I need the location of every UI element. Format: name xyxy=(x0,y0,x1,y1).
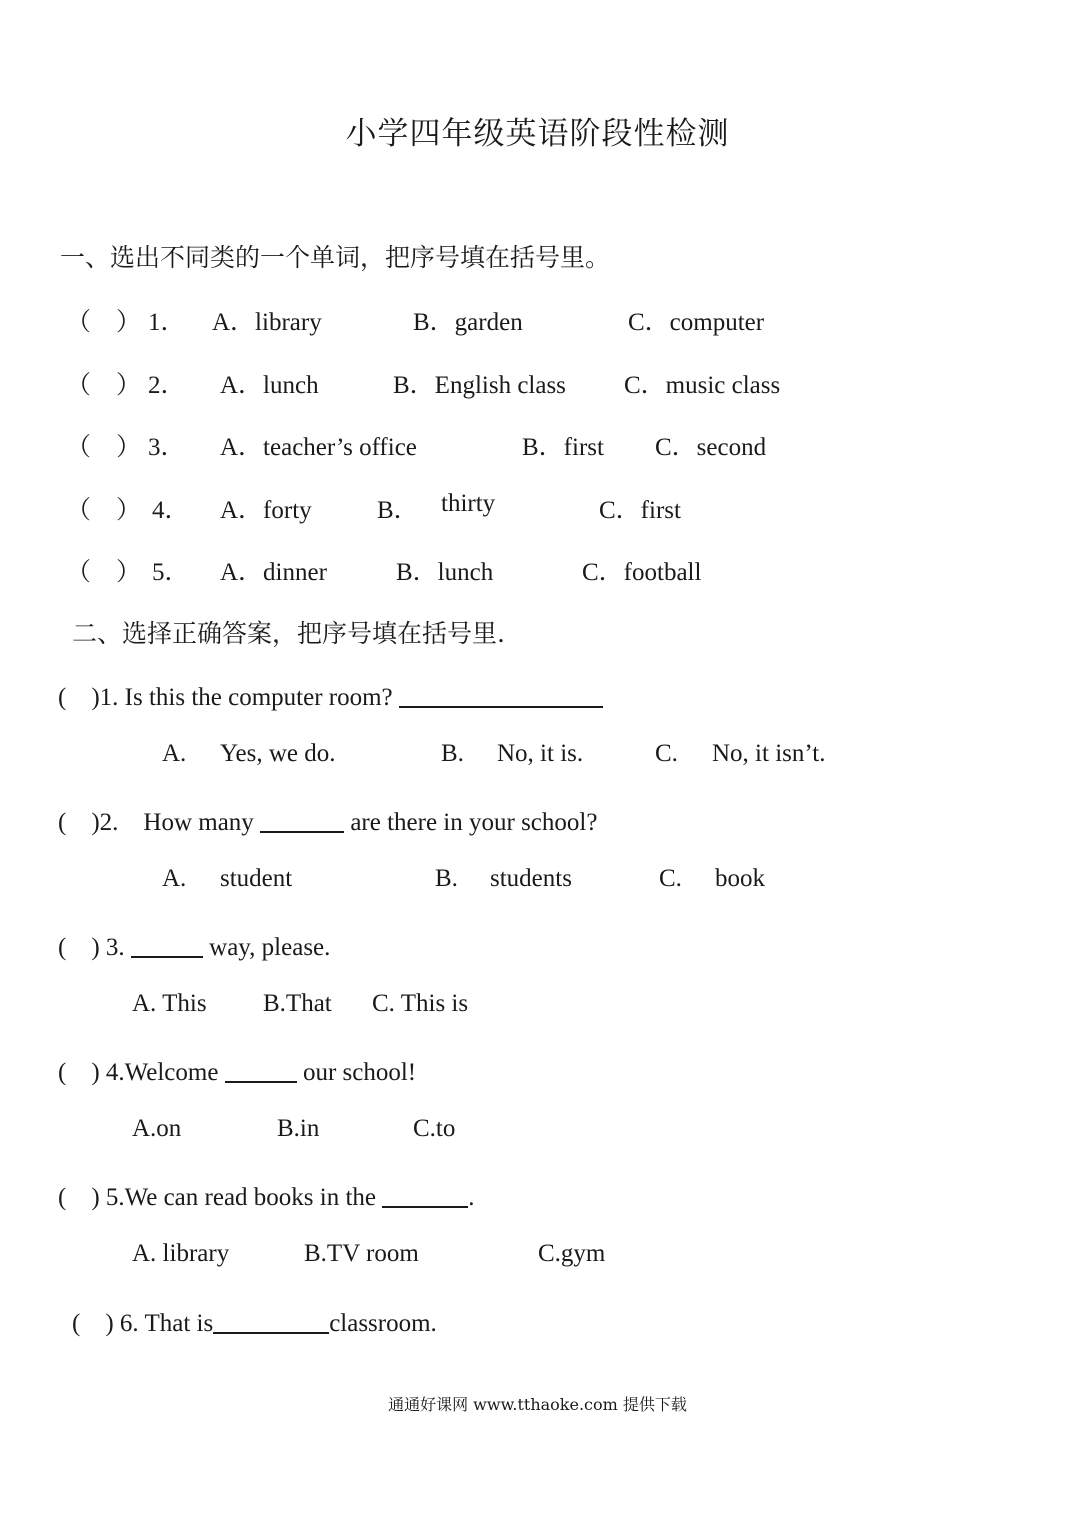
answer-blank xyxy=(382,1181,468,1208)
option-a: A. library xyxy=(132,1240,230,1267)
option-b-text: No, it is. xyxy=(497,740,584,767)
page-title: 小学四年级英语阶段性检测 xyxy=(345,116,730,152)
stem-text-before: ( ) 4.Welcome xyxy=(58,1059,225,1086)
option-b: B．English class xyxy=(393,372,566,399)
answer-blank xyxy=(225,1056,297,1083)
stem-text-after: . xyxy=(468,1184,475,1211)
option-a: A．dinner xyxy=(220,559,327,586)
option-b-letter: B. xyxy=(441,740,464,767)
option-c: C．first xyxy=(599,497,681,524)
part1-heading: 一、选出不同类的一个单词，把序号填在括号里。 xyxy=(60,243,611,272)
option-b: B． xyxy=(377,497,419,524)
option-c-letter: C. xyxy=(655,740,678,767)
page-footer: 通通好课网 www.tthaoke.com 提供下载 xyxy=(388,1395,687,1414)
option-c: C．music class xyxy=(624,372,781,399)
question-stem xyxy=(58,677,603,713)
option-c: C．football xyxy=(582,559,702,586)
stem-text: ( )1. Is this the computer room? xyxy=(58,684,399,711)
option-b-text: thirty xyxy=(441,490,496,517)
stem-text-before: ( )2. How many xyxy=(58,809,261,836)
answer-paren: （ ） xyxy=(66,434,142,461)
option-c-text: book xyxy=(715,865,765,892)
option-c: C.to xyxy=(413,1115,456,1142)
stem-text-after: way, please. xyxy=(202,934,331,961)
option-a: A．forty xyxy=(220,497,312,524)
option-b: B．first xyxy=(522,434,604,461)
option-a: A.on xyxy=(132,1115,182,1142)
answer-paren: （ ） xyxy=(66,309,142,336)
question-stem xyxy=(72,1303,437,1339)
answer-paren: （ ） xyxy=(66,559,142,586)
question-stem xyxy=(58,1177,475,1213)
option-a: A．lunch xyxy=(220,372,319,399)
option-a: A. This xyxy=(132,990,207,1017)
option-b: B.That xyxy=(263,990,332,1017)
item-number: 3． xyxy=(148,434,186,461)
answer-blank xyxy=(131,931,203,958)
stem-text-after: classroom. xyxy=(329,1310,437,1337)
answer-paren: （ ） xyxy=(66,372,142,399)
option-b: B．garden xyxy=(413,309,523,336)
question-stem xyxy=(58,802,597,838)
item-number: 5． xyxy=(152,559,190,586)
part2-heading: 二、选择正确答案，把序号填在括号里. xyxy=(72,619,505,648)
stem-text-after: our school! xyxy=(296,1059,417,1086)
item-number: 4． xyxy=(152,497,190,524)
answer-blank xyxy=(213,1307,329,1334)
option-b: B.TV room xyxy=(304,1240,419,1267)
option-c: C．second xyxy=(655,434,767,461)
option-a-text: student xyxy=(220,865,293,892)
stem-text-before: ( ) 3. xyxy=(58,934,131,961)
option-b: B．lunch xyxy=(396,559,494,586)
option-c-letter: C. xyxy=(659,865,682,892)
option-a: A．teacher’s office xyxy=(220,434,417,461)
option-c-text: No, it isn’t. xyxy=(712,740,826,767)
option-b-text: students xyxy=(490,865,572,892)
stem-text-before: ( ) 5.We can read books in the xyxy=(58,1184,383,1211)
question-stem xyxy=(58,1052,416,1088)
option-c: C.gym xyxy=(538,1240,606,1267)
option-a-text: Yes, we do. xyxy=(220,740,336,767)
option-b-letter: B. xyxy=(435,865,458,892)
stem-text-after: are there in your school? xyxy=(344,809,598,836)
item-number: 1． xyxy=(148,309,186,336)
option-a-letter: A. xyxy=(162,740,187,767)
option-c: C. This is xyxy=(372,990,469,1017)
option-b: B.in xyxy=(277,1115,320,1142)
answer-paren: （ ） xyxy=(66,497,142,524)
stem-text-before: ( ) 6. That is xyxy=(72,1310,214,1337)
item-number: 2． xyxy=(148,372,186,399)
answer-blank xyxy=(260,806,344,833)
option-a-letter: A. xyxy=(162,865,187,892)
option-a: A．library xyxy=(212,309,322,336)
answer-blank xyxy=(399,681,603,708)
question-stem xyxy=(58,927,330,963)
option-c: C．computer xyxy=(628,309,765,336)
